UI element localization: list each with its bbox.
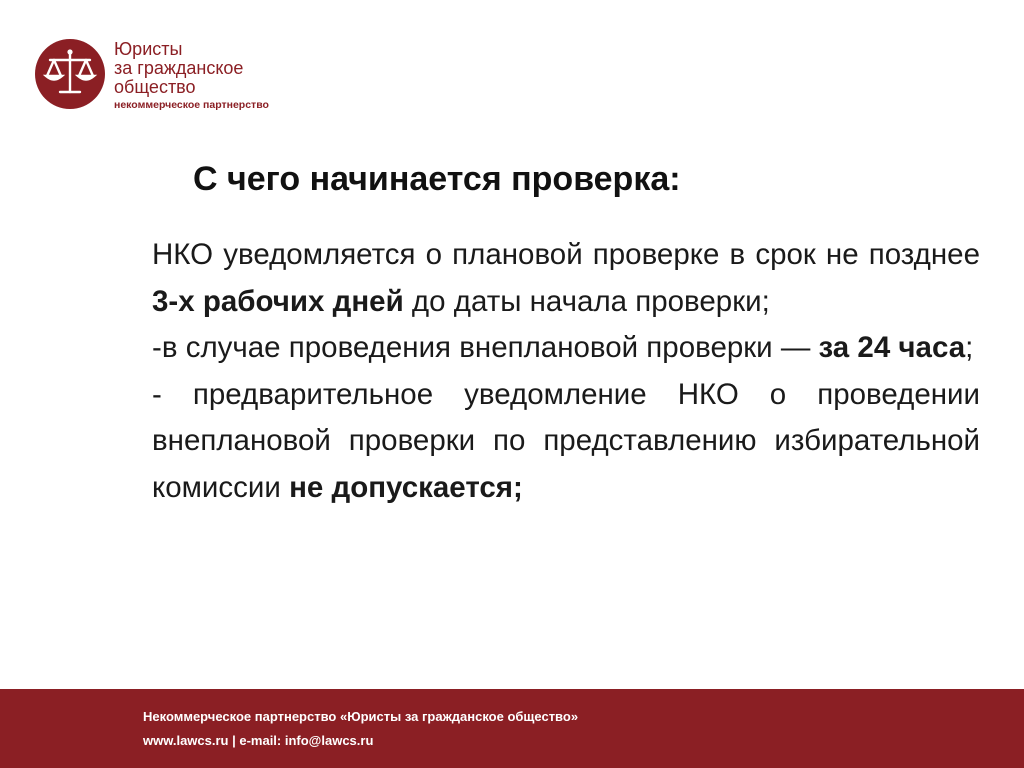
paragraph-commission — [152, 372, 980, 512]
footer-bar — [0, 689, 1024, 768]
slide-body — [152, 232, 980, 511]
footer-organization: Некоммерческое партнерство «Юристы за гражданское общество» — [143, 709, 579, 724]
paragraph-planned-bold: 3-х рабочих дней — [152, 284, 404, 318]
logo-text — [114, 40, 269, 112]
paragraph-planned-text-1: НКО уведомляется о плановой проверке в срок не позднее — [152, 238, 980, 271]
slide-title: С чего начинается проверка: — [193, 160, 681, 198]
paragraph-unplanned-text-1: -в случае проведения внеплановой проверки — — [152, 331, 819, 364]
footer-contacts: www.lawcs.ru | e-mail: info@lawcs.ru — [143, 733, 374, 748]
logo — [34, 38, 354, 114]
paragraph-unplanned — [152, 325, 980, 372]
logo-line-3: общество — [114, 77, 196, 97]
paragraph-commission-bold: не допускается; — [289, 470, 523, 504]
paragraph-unplanned-text-2: ; — [965, 331, 974, 364]
paragraph-planned — [152, 232, 980, 325]
logo-line-1: Юристы — [114, 39, 183, 59]
paragraph-planned-text-2: до даты начала проверки; — [403, 284, 770, 318]
paragraph-unplanned-bold: за 24 часа — [818, 331, 966, 364]
paragraph-commission-text-1: - предварительное уведомление НКО о проведении внеплановой проверки по представлению избирательной комиссии — [152, 377, 980, 504]
logo-subtitle: некоммерческое партнерство — [114, 99, 269, 111]
logo-line-2: за гражданское — [114, 58, 244, 78]
scales-icon — [34, 38, 106, 110]
